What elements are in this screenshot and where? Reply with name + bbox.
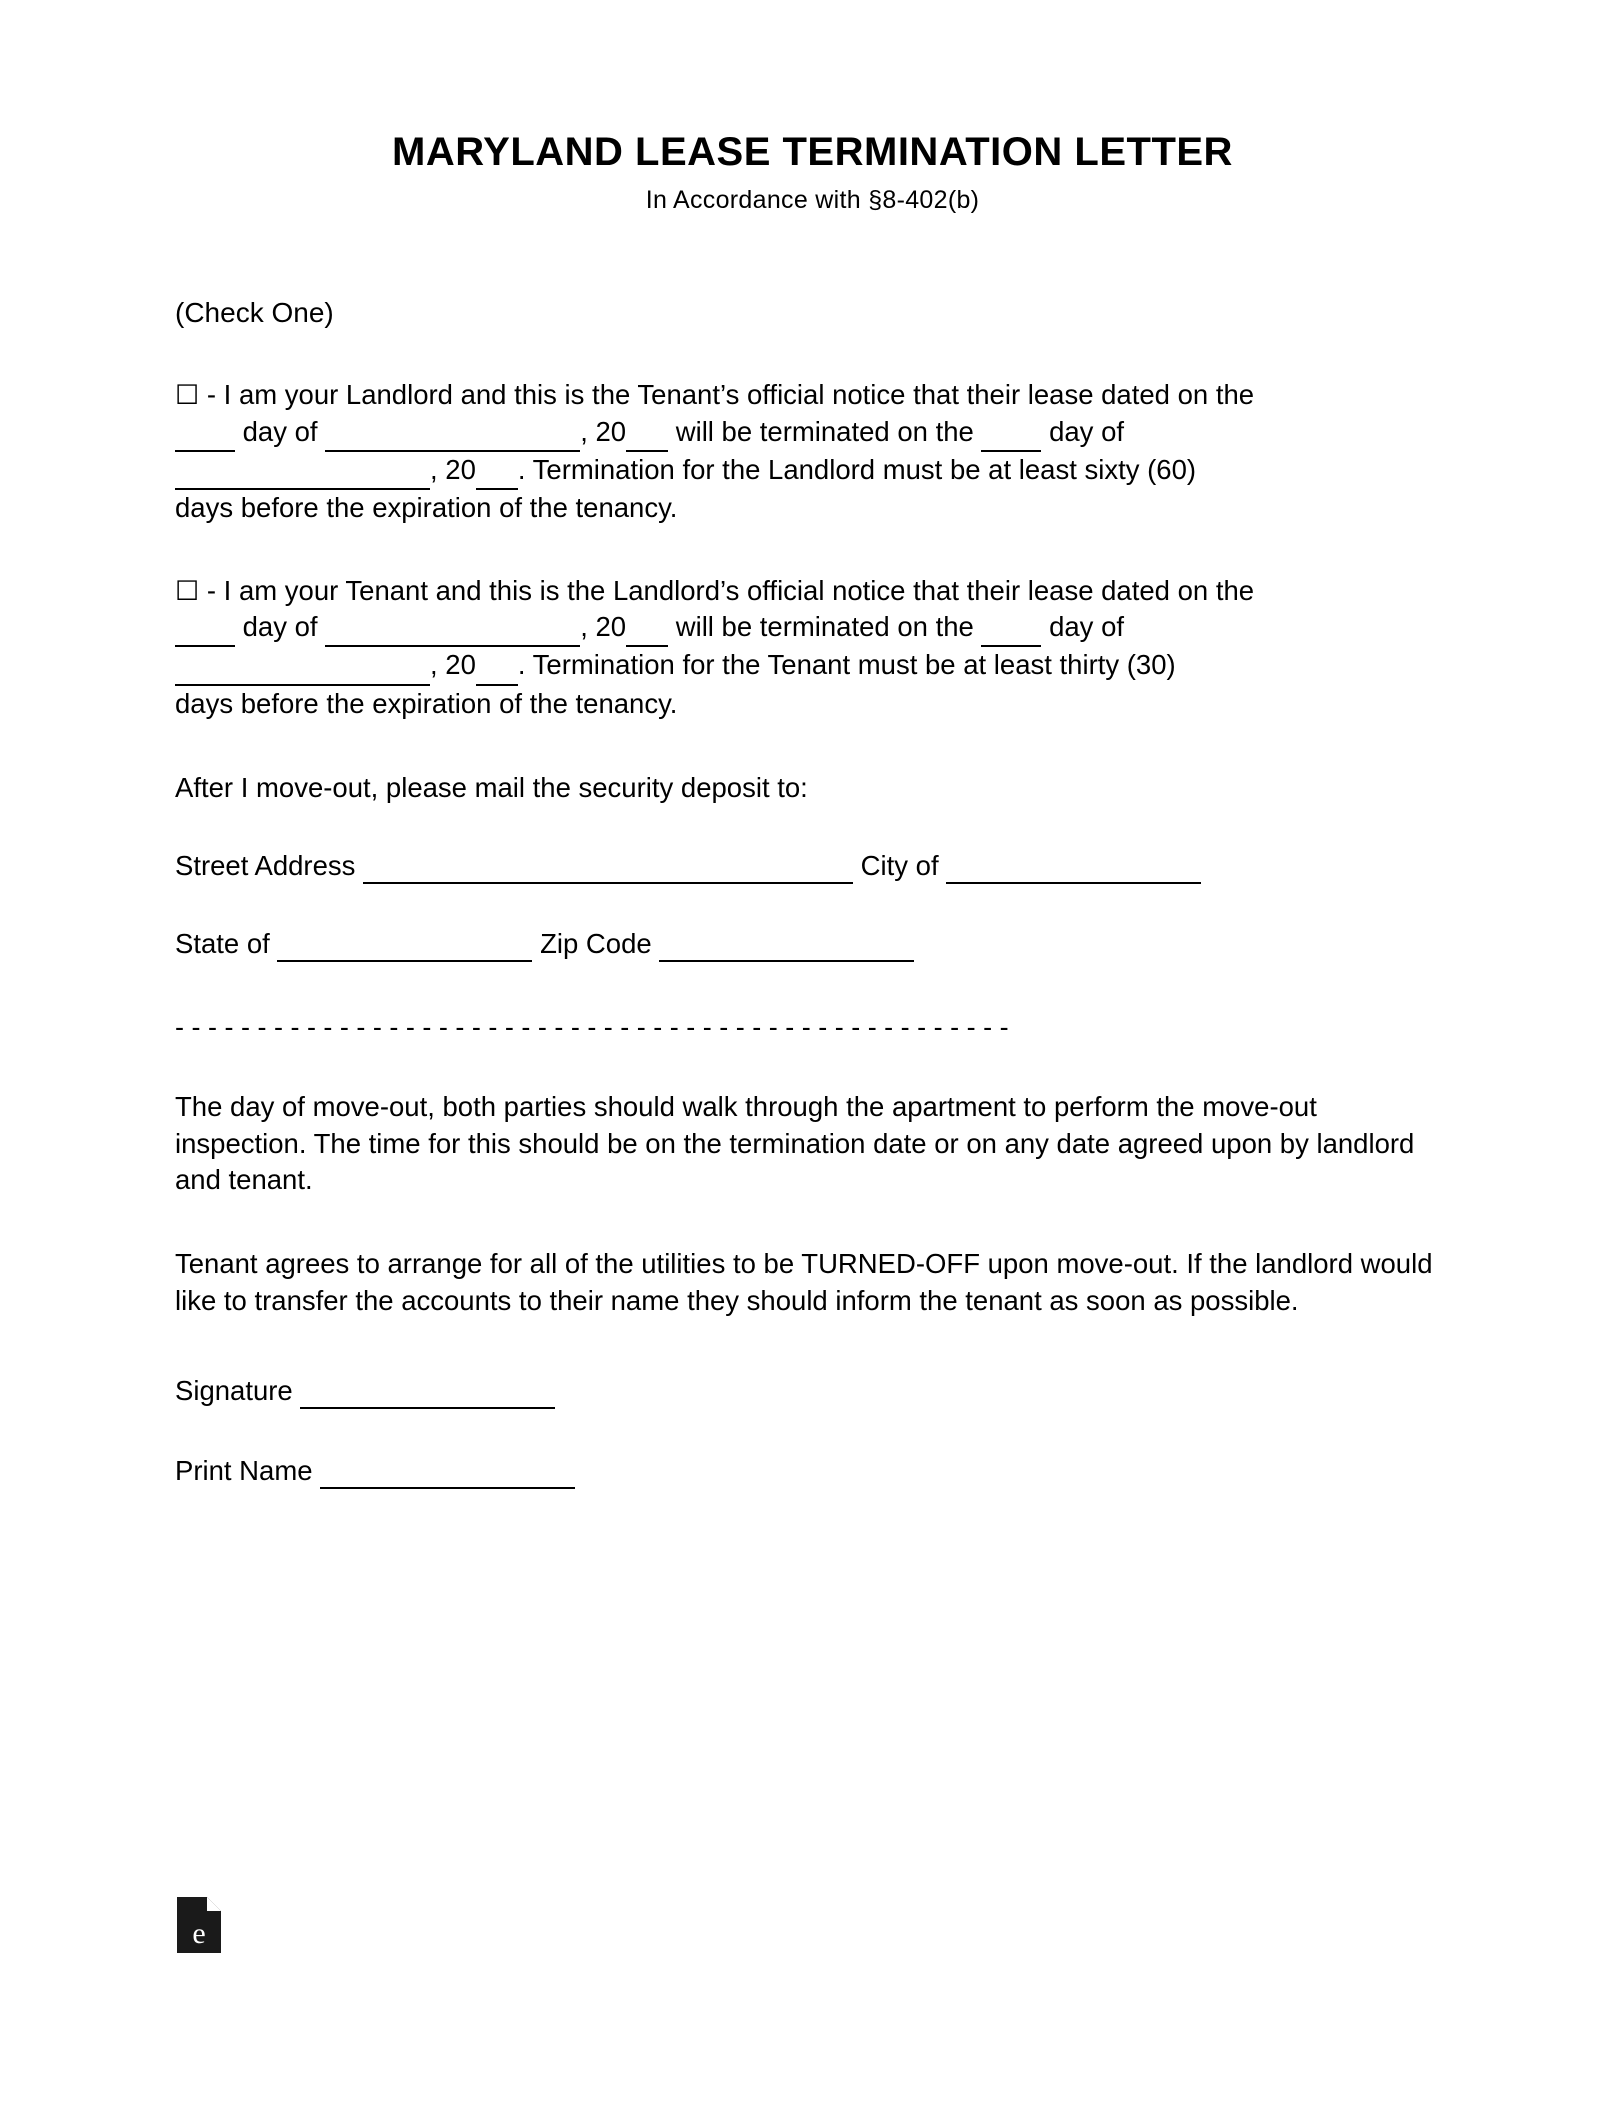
blank-day-4[interactable] xyxy=(981,609,1041,647)
paragraph-inspection: The day of move-out, both parties should walk through the apartment to perform the move-out inspection. The time for this should be on the termination date or on any date agreed upon by landlord and tenant. xyxy=(175,1091,1415,1195)
blank-day-1[interactable] xyxy=(175,414,235,452)
street-address-input[interactable] xyxy=(363,850,853,884)
svg-text:e: e xyxy=(192,1917,206,1950)
signature-input[interactable] xyxy=(300,1375,555,1409)
deposit-instruction: After I move-out, please mail the security deposit to: xyxy=(175,772,808,804)
option-landlord-line2d: day of xyxy=(1049,415,1125,447)
option-tenant-paragraph xyxy=(175,573,1450,723)
option-landlord-line4: days before the expiration of the tenancy. xyxy=(175,492,678,524)
blank-year-2[interactable] xyxy=(476,452,518,490)
option-landlord-line2b: , 20 xyxy=(580,415,627,447)
city-input[interactable] xyxy=(946,850,1201,884)
state-input[interactable] xyxy=(277,928,532,962)
blank-year-4[interactable] xyxy=(476,647,518,685)
blank-day-3[interactable] xyxy=(175,609,235,647)
print-name-row xyxy=(175,1455,1450,1489)
option-tenant-line3a: , 20 xyxy=(430,649,476,681)
option-tenant-line2a: day of xyxy=(242,611,318,643)
option-tenant-line2b: , 20 xyxy=(580,611,627,643)
signature-row xyxy=(175,1375,1450,1409)
page-subtitle: In Accordance with §8-402(b) xyxy=(645,186,980,214)
blank-month-3[interactable] xyxy=(325,609,580,647)
state-zip-row xyxy=(175,928,1450,962)
page-title: MARYLAND LEASE TERMINATION LETTER xyxy=(392,130,1233,174)
option-landlord-line2a: day of xyxy=(242,415,318,447)
option-tenant-line3b: . Termination for the Tenant must be at least thirty (30) xyxy=(517,649,1176,681)
print-name-label: Print Name xyxy=(175,1454,313,1486)
option-tenant-line2d: day of xyxy=(1049,611,1125,643)
option-landlord-line2c: will be terminated on the xyxy=(675,415,974,447)
option-tenant-line4: days before the expiration of the tenancy. xyxy=(175,687,678,719)
paragraph-utilities: Tenant agrees to arrange for all of the utilities to be TURNED-OFF upon move-out. If the landlord would like to transfer the accounts to their name they should inform the tenant as soon as possible. xyxy=(175,1248,1433,1316)
blank-month-1[interactable] xyxy=(325,414,580,452)
state-label: State of xyxy=(175,928,270,960)
section-divider: - - - - - - - - - - - - - - - - - - - - - - - - - - - - - - - - - - - - - - - - - - - - - - - - - - - xyxy=(175,1014,1009,1042)
option-landlord-line3b: . Termination for the Landlord must be at least sixty (60) xyxy=(517,453,1197,485)
check-one-label: (Check One) xyxy=(175,297,334,328)
signature-label: Signature xyxy=(175,1374,293,1406)
option-landlord-paragraph xyxy=(175,377,1450,527)
blank-month-2[interactable] xyxy=(175,452,430,490)
eforms-logo xyxy=(175,1895,223,1955)
zip-input[interactable] xyxy=(659,928,914,962)
street-address-label: Street Address xyxy=(175,850,356,882)
street-city-row xyxy=(175,850,1450,884)
document-body xyxy=(175,0,1450,1489)
city-label: City of xyxy=(860,850,939,882)
blank-month-4[interactable] xyxy=(175,647,430,685)
checkbox-landlord[interactable]: ☐ xyxy=(175,380,200,410)
blank-day-2[interactable] xyxy=(981,414,1041,452)
option-tenant-line1: - I am your Tenant and this is the Landlord’s official notice that their lease dated on the xyxy=(199,574,1255,606)
zip-label: Zip Code xyxy=(540,928,652,960)
checkbox-tenant[interactable]: ☐ xyxy=(175,575,200,606)
option-tenant-line2c: will be terminated on the xyxy=(675,611,974,643)
blank-year-3[interactable] xyxy=(626,609,668,647)
option-landlord-line1: - I am your Landlord and this is the Tenant’s official notice that their lease dated on the xyxy=(199,379,1255,410)
option-landlord-line3a: , 20 xyxy=(430,453,476,485)
blank-year-1[interactable] xyxy=(626,414,668,452)
print-name-input[interactable] xyxy=(320,1455,575,1489)
